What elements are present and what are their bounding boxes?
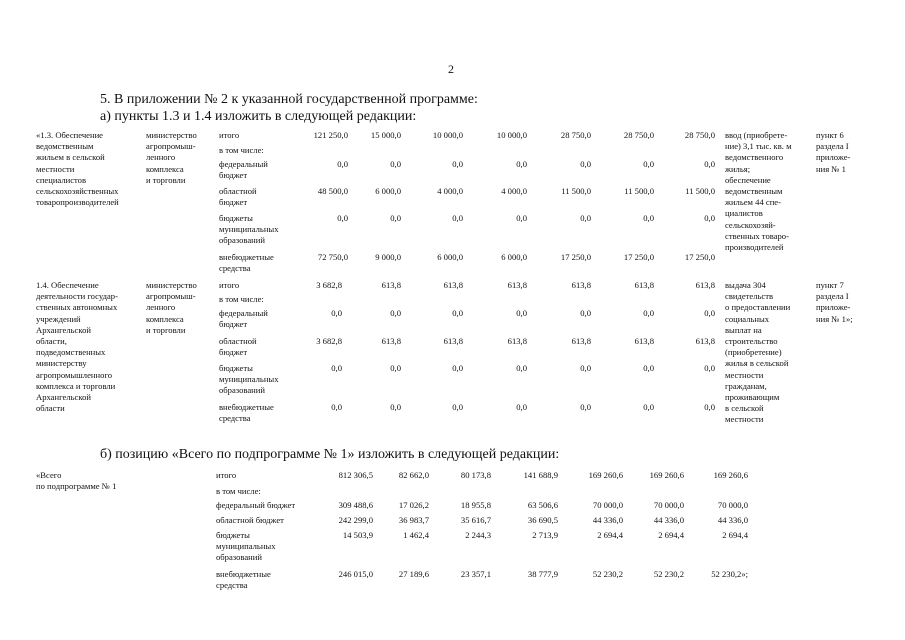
value-cell: 613,8 bbox=[443, 280, 463, 290]
value-cell: 0,0 bbox=[331, 402, 342, 412]
source-including: в том числе: bbox=[219, 145, 264, 155]
value-cell: 0,0 bbox=[643, 363, 654, 373]
value-cell: 0,0 bbox=[337, 159, 348, 169]
value-cell: 36 983,7 bbox=[398, 515, 429, 525]
value-cell: 14 503,9 bbox=[342, 530, 373, 540]
value-cell: 70 000,0 bbox=[592, 500, 623, 510]
value-cell: 613,8 bbox=[381, 336, 401, 346]
source-including: в том числе: bbox=[219, 294, 264, 304]
source-regional: областной бюджет bbox=[219, 336, 257, 358]
heading-subitem-a: а) пункты 1.3 и 1.4 изложить в следующей редакции: bbox=[100, 109, 417, 124]
value-cell: 613,8 bbox=[634, 280, 654, 290]
source-federal: федеральный бюджет bbox=[216, 500, 296, 510]
value-cell: 52 230,2 bbox=[592, 569, 623, 579]
value-cell: 0,0 bbox=[516, 213, 527, 223]
value-cell: 121 250,0 bbox=[313, 130, 348, 140]
row-result: ввод (приобрете- ние) 3,1 тыс. кв. м ведомственного жилья; обеспечение ведомственным жильем 44 спе- циалистов сельскохозяй- ственных товаро- производителей bbox=[725, 130, 792, 253]
source-municipal: бюджеты муниципальных образований bbox=[219, 363, 279, 396]
source-regional: областной бюджет bbox=[216, 515, 284, 525]
source-extrabudget: внебюджетные средства bbox=[219, 252, 274, 274]
value-cell: 246 015,0 bbox=[338, 569, 373, 579]
value-cell: 35 616,7 bbox=[460, 515, 491, 525]
value-cell: 169 260,6 bbox=[649, 470, 684, 480]
value-cell: 0,0 bbox=[337, 213, 348, 223]
value-cell: 6 000,0 bbox=[375, 186, 401, 196]
value-cell: 52 230,2 bbox=[653, 569, 684, 579]
value-cell: 0,0 bbox=[390, 159, 401, 169]
value-cell: 44 336,0 bbox=[717, 515, 748, 525]
value-cell: 9 000,0 bbox=[375, 252, 401, 262]
value-cell: 0,0 bbox=[580, 402, 591, 412]
value-cell: 0,0 bbox=[452, 402, 463, 412]
value-cell: 3 682,8 bbox=[316, 280, 342, 290]
source-total: итого bbox=[219, 280, 240, 290]
value-cell: 23 357,1 bbox=[460, 569, 491, 579]
value-cell: 28 750,0 bbox=[684, 130, 715, 140]
value-cell: 15 000,0 bbox=[370, 130, 401, 140]
value-cell: 0,0 bbox=[390, 363, 401, 373]
value-cell: 0,0 bbox=[390, 402, 401, 412]
value-cell: 613,8 bbox=[634, 336, 654, 346]
value-cell: 17 250,0 bbox=[623, 252, 654, 262]
value-cell: 613,8 bbox=[507, 280, 527, 290]
value-cell: 48 500,0 bbox=[317, 186, 348, 196]
value-cell: 11 500,0 bbox=[624, 186, 654, 196]
value-cell: 0,0 bbox=[452, 159, 463, 169]
value-cell: 0,0 bbox=[331, 363, 342, 373]
value-cell: 0,0 bbox=[516, 308, 527, 318]
source-extrabudget: внебюджетные средства bbox=[219, 402, 274, 424]
value-cell: 812 306,5 bbox=[338, 470, 373, 480]
value-cell: 0,0 bbox=[452, 308, 463, 318]
value-cell: 0,0 bbox=[643, 402, 654, 412]
value-cell: 0,0 bbox=[704, 308, 715, 318]
row-name: «Всего по подпрограмме № 1 bbox=[36, 470, 117, 492]
value-cell: 4 000,0 bbox=[437, 186, 463, 196]
value-cell: 28 750,0 bbox=[623, 130, 654, 140]
value-cell: 613,8 bbox=[507, 336, 527, 346]
row-executor: министерство агропромыш- ленного комплекса и торговли bbox=[146, 280, 197, 335]
value-cell: 0,0 bbox=[580, 308, 591, 318]
row-result: выдача 304 свидетельств о предоставлении социальных выплат на строительство (приобретение) жилья в сельской местности гражданам, проживающим в сельской местности bbox=[725, 280, 791, 425]
value-cell: 70 000,0 bbox=[653, 500, 684, 510]
row-name: 1.4. Обеспечение деятельности государ- ственных автономных учреждений Архангельской области, подведомственных министерству агропромышленного комплекса и торговли Архангельской области bbox=[36, 280, 118, 414]
value-cell: 613,8 bbox=[571, 336, 591, 346]
source-total: итого bbox=[216, 470, 237, 480]
value-cell: 0,0 bbox=[452, 213, 463, 223]
value-cell: 70 000,0 bbox=[717, 500, 748, 510]
value-cell: 11 500,0 bbox=[561, 186, 591, 196]
row-executor: министерство агропромыш- ленного комплекса и торговли bbox=[146, 130, 197, 185]
value-cell: 2 694,4 bbox=[658, 530, 684, 540]
value-cell: 36 690,5 bbox=[527, 515, 558, 525]
value-cell: 17 250,0 bbox=[560, 252, 591, 262]
row-reference: пункт 6 раздела I приложе- ния № 1 bbox=[816, 130, 851, 174]
value-cell: 4 000,0 bbox=[501, 186, 527, 196]
value-cell: 6 000,0 bbox=[501, 252, 527, 262]
value-cell: 0,0 bbox=[580, 159, 591, 169]
value-cell: 11 500,0 bbox=[685, 186, 715, 196]
heading-subitem-b: б) позицию «Всего по подпрограмме № 1» изложить в следующей редакции: bbox=[100, 447, 560, 462]
source-total: итого bbox=[219, 130, 240, 140]
value-cell: 2 694,4 bbox=[597, 530, 623, 540]
value-cell: 17 250,0 bbox=[684, 252, 715, 262]
value-cell: 242 299,0 bbox=[338, 515, 373, 525]
source-municipal: бюджеты муниципальных образований bbox=[219, 213, 279, 246]
heading-item-5: 5. В приложении № 2 к указанной государственной программе: bbox=[100, 92, 478, 107]
value-cell: 18 955,8 bbox=[460, 500, 491, 510]
source-municipal: бюджеты муниципальных образований bbox=[216, 530, 276, 563]
value-cell: 169 260,6 bbox=[588, 470, 623, 480]
value-cell: 2 713,9 bbox=[532, 530, 558, 540]
value-cell: 2 694,4 bbox=[722, 530, 748, 540]
value-cell: 10 000,0 bbox=[432, 130, 463, 140]
value-cell: 72 750,0 bbox=[317, 252, 348, 262]
value-cell: 3 682,8 bbox=[316, 336, 342, 346]
source-including: в том числе: bbox=[216, 486, 261, 496]
value-cell: 0,0 bbox=[516, 363, 527, 373]
value-cell: 82 662,0 bbox=[398, 470, 429, 480]
value-cell: 0,0 bbox=[643, 159, 654, 169]
value-cell: 52 230,2»; bbox=[711, 569, 748, 579]
page-number: 2 bbox=[448, 62, 454, 76]
value-cell: 169 260,6 bbox=[713, 470, 748, 480]
value-cell: 613,8 bbox=[571, 280, 591, 290]
value-cell: 0,0 bbox=[331, 308, 342, 318]
value-cell: 0,0 bbox=[580, 363, 591, 373]
value-cell: 613,8 bbox=[381, 280, 401, 290]
value-cell: 0,0 bbox=[580, 213, 591, 223]
row-reference: пункт 7 раздела I приложе- ния № 1»; bbox=[816, 280, 853, 324]
source-federal: федеральный бюджет bbox=[219, 159, 268, 181]
value-cell: 0,0 bbox=[643, 308, 654, 318]
value-cell: 309 488,6 bbox=[338, 500, 373, 510]
value-cell: 0,0 bbox=[516, 159, 527, 169]
value-cell: 27 189,6 bbox=[398, 569, 429, 579]
source-regional: областной бюджет bbox=[219, 186, 257, 208]
value-cell: 28 750,0 bbox=[560, 130, 591, 140]
value-cell: 0,0 bbox=[704, 363, 715, 373]
value-cell: 1 462,4 bbox=[403, 530, 429, 540]
value-cell: 2 244,3 bbox=[465, 530, 491, 540]
value-cell: 63 506,6 bbox=[527, 500, 558, 510]
value-cell: 0,0 bbox=[516, 402, 527, 412]
value-cell: 80 173,8 bbox=[460, 470, 491, 480]
value-cell: 17 026,2 bbox=[398, 500, 429, 510]
source-extrabudget: внебюджетные средства bbox=[216, 569, 271, 591]
value-cell: 44 336,0 bbox=[592, 515, 623, 525]
source-federal: федеральный бюджет bbox=[219, 308, 268, 330]
value-cell: 613,8 bbox=[695, 336, 715, 346]
row-name: «1.3. Обеспечение ведомственным жильем в сельской местности специалистов сельскохозяйственных товаропроизводителей bbox=[36, 130, 119, 208]
value-cell: 613,8 bbox=[443, 336, 463, 346]
value-cell: 38 777,9 bbox=[527, 569, 558, 579]
value-cell: 0,0 bbox=[390, 213, 401, 223]
value-cell: 0,0 bbox=[704, 402, 715, 412]
value-cell: 44 336,0 bbox=[653, 515, 684, 525]
value-cell: 0,0 bbox=[704, 159, 715, 169]
value-cell: 0,0 bbox=[643, 213, 654, 223]
value-cell: 0,0 bbox=[390, 308, 401, 318]
value-cell: 6 000,0 bbox=[437, 252, 463, 262]
value-cell: 613,8 bbox=[695, 280, 715, 290]
value-cell: 0,0 bbox=[704, 213, 715, 223]
value-cell: 0,0 bbox=[452, 363, 463, 373]
value-cell: 10 000,0 bbox=[496, 130, 527, 140]
value-cell: 141 688,9 bbox=[523, 470, 558, 480]
